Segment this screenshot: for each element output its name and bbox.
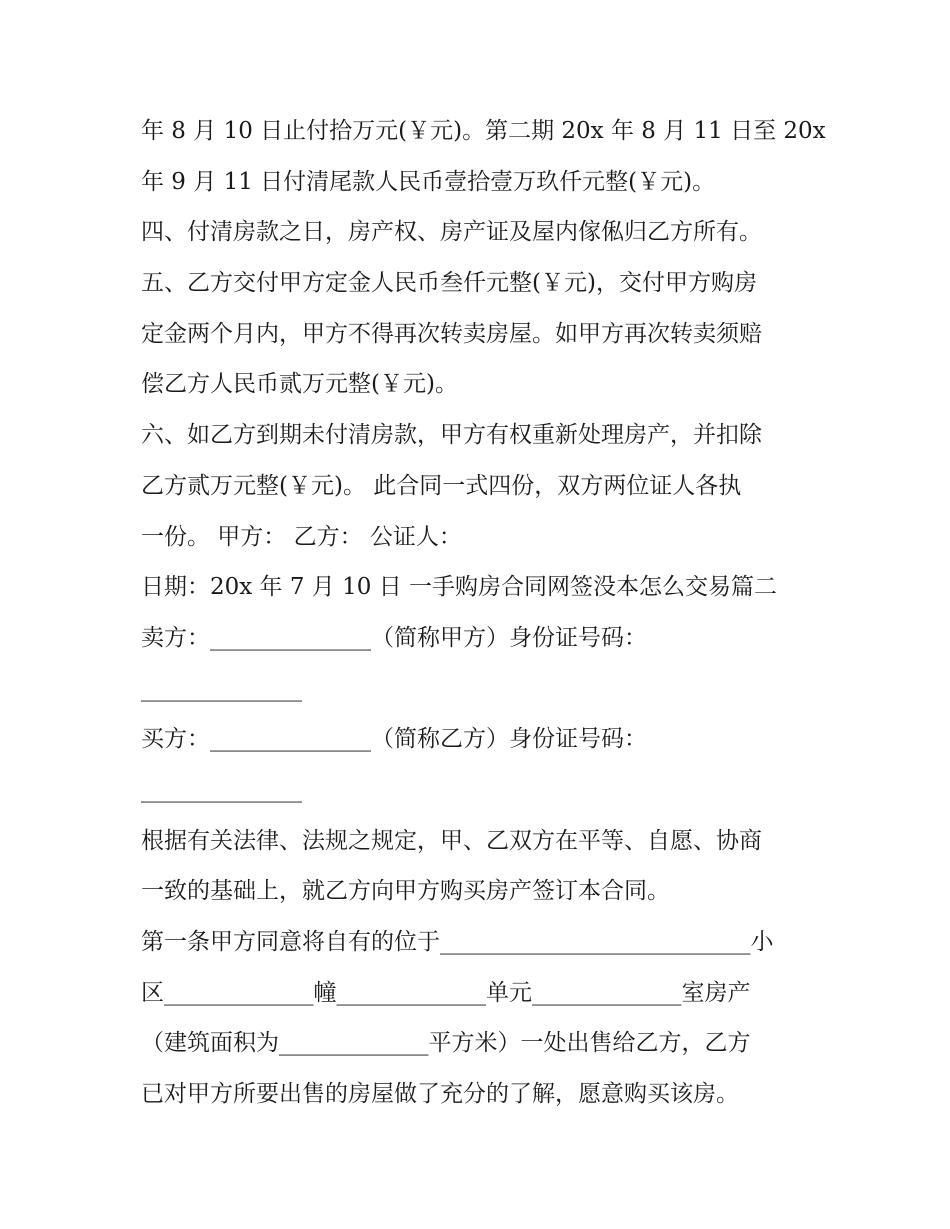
date-line: 日期：20x 年 7 月 10 日 一手购房合同网签没本怎么交易篇二 [141,574,778,601]
seller-line: 卖方：______________（简称甲方）身份证号码： [141,624,647,651]
text-line: 偿乙方人民币贰万元整(￥元)。 [141,371,458,398]
text-line: （建筑面积为_____________平方米）一处出售给乙方，乙方 [141,1030,751,1057]
text-line: 年 8 月 10 日止付拾万元(￥元)。第二期 20x 年 8 月 11 日至 20x [141,118,826,144]
document-body [141,106,826,1120]
text-line: 区_____________幢_____________单元_____________室房产 [141,979,751,1006]
clause-one-line: 第一条甲方同意将自有的位于___________________________小 [141,929,774,955]
text-line: 定金两个月内，甲方不得再次转卖房屋。如甲方再次转卖须赔 [141,320,762,347]
text-line: 一致的基础上，就乙方向甲方购买房产签订本合同。 [141,878,670,905]
text-line: 乙方贰万元整(￥元)。 此合同一式四份，双方两位证人各执 [141,472,742,499]
text-line: 六、如乙方到期未付清房款，甲方有权重新处理房产，并扣除 [141,422,762,449]
text-line: 根据有关法律、法规之规定，甲、乙双方在平等、自愿、协商 [141,827,762,854]
buyer-id-blank: ______________ [141,776,302,803]
text-line: 年 9 月 11 日付清尾款人民币壹拾壹万玖仟元整(￥元)。 [141,168,716,195]
buyer-line: 买方：______________（简称乙方）身份证号码： [141,726,647,753]
seller-id-blank: ______________ [141,675,302,702]
signature-line: 一份。 甲方： 乙方： 公证人： [141,523,462,550]
text-line: 四、付清房款之日，房产权、房产证及屋内傢俬归乙方所有。 [141,219,762,246]
text-line: 已对甲方所要出售的房屋做了充分的了解，愿意购买该房。 [141,1081,739,1108]
text-line: 五、乙方交付甲方定金人民币叁仟元整(￥元)，交付甲方购房 [141,270,757,297]
